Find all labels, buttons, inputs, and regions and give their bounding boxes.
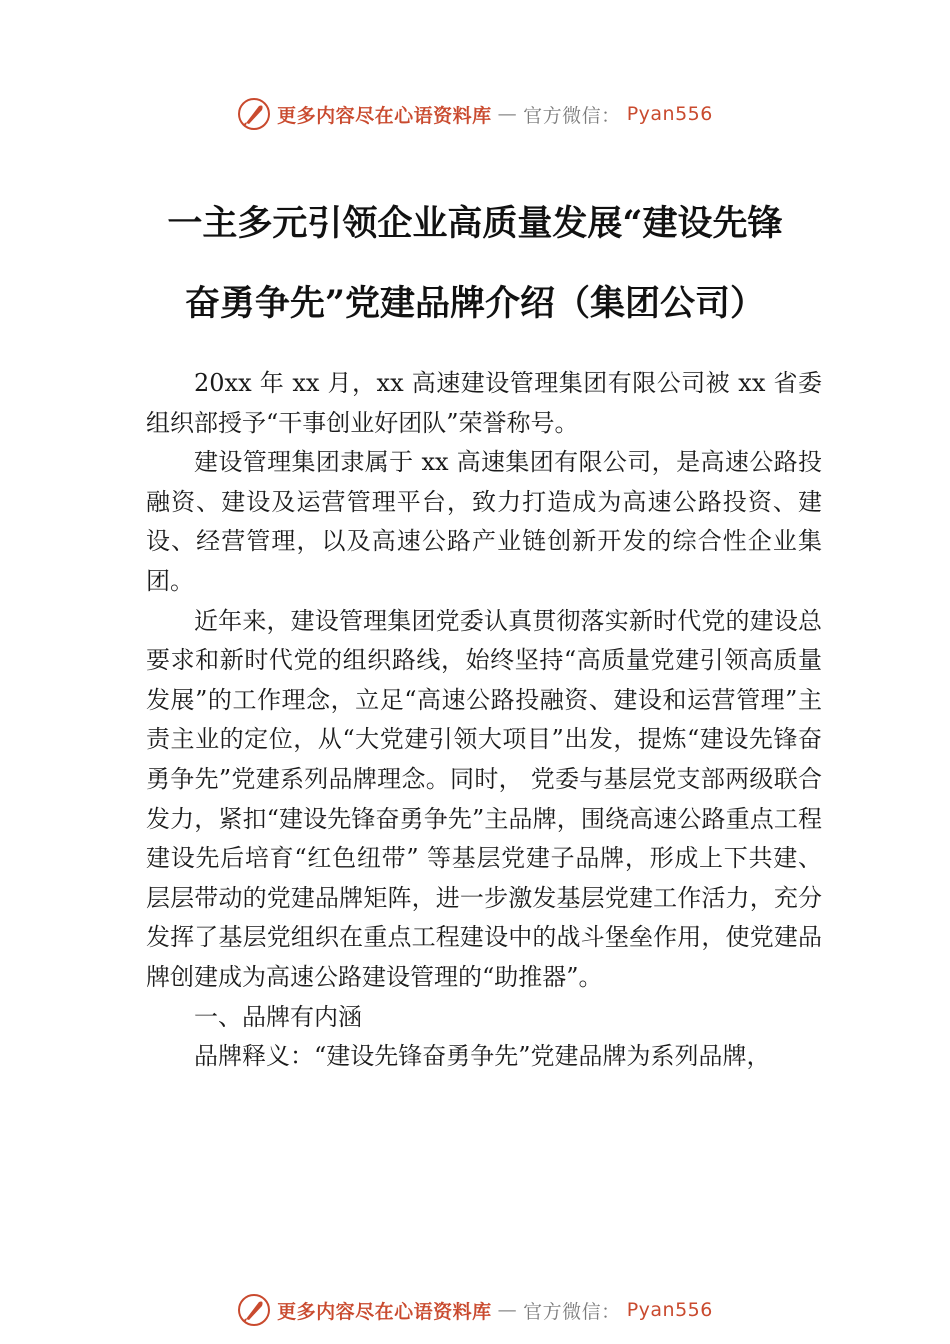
watermark-brand: 更多内容尽在心语资料库 xyxy=(277,1300,492,1323)
footer-watermark xyxy=(0,1290,950,1330)
document-body xyxy=(146,364,822,1077)
header-watermark xyxy=(0,94,950,134)
section-heading: 一、品牌有内涵 xyxy=(194,1002,362,1031)
title-line-1: 一主多元引领企业高质量发展“建设先锋 xyxy=(167,203,783,244)
watermark-handle: Pyan556 xyxy=(626,1299,713,1321)
watermark-brand: 更多内容尽在心语资料库 xyxy=(277,104,492,127)
watermark-wechat-label: 官方微信： xyxy=(523,104,621,127)
document-title xyxy=(100,184,850,344)
paragraph-company-intro: 建设管理集团隶属于 xx 高速集团有限公司，是高速公路投融资、建设及运营管理平台，致力打造成为高速公路投资、建设、经营管理，以及高速公路产业链创新开发的综合性企业集团。 xyxy=(146,448,822,595)
watermark-handle: Pyan556 xyxy=(626,103,713,125)
paragraph-recent-years: 近年来，建设管理集团党委认真贯彻落实新时代党的建设总要求和新时代党的组织路线，始终坚持“高质量党建引领高质量发展”的工作理念，立足“高速公路投融资、建设和运营管理”主责主业的定位，从“大党建引领大项目”出发，提炼“建设先锋奋勇争先”党建系列品牌理念。同时， 党委与基层党支部两级联合发力，紧扣“建设先锋奋勇争先”主品牌，围绕高速公路重点工程建设先后培育“红色纽带” 等基层党建子品牌，形成上下共建、层层带动的党建品牌矩阵，进一步激发基层党建工作活力，充分发挥了基层党组织在重点工程建设中的战斗堡垒作用，使党建品牌创建成为高速公路建设管理的“助推器”。 xyxy=(146,606,822,991)
paragraph-award: 20xx 年 xx 月，xx 高速建设管理集团有限公司被 xx 省委组织部授予“干事创业好团队”荣誉称号。 xyxy=(146,369,822,437)
quill-pen-icon xyxy=(237,97,271,131)
quill-pen-icon xyxy=(237,1293,271,1327)
watermark-dash: — xyxy=(497,103,518,125)
title-line-2: 奋勇争先”党建品牌介绍（集团公司） xyxy=(184,283,766,324)
watermark-wechat-label: 官方微信： xyxy=(523,1300,621,1323)
paragraph-brand-meaning: 品牌释义：“建设先锋奋勇争先”党建品牌为系列品牌， xyxy=(194,1042,771,1071)
watermark-dash: — xyxy=(497,1299,518,1321)
